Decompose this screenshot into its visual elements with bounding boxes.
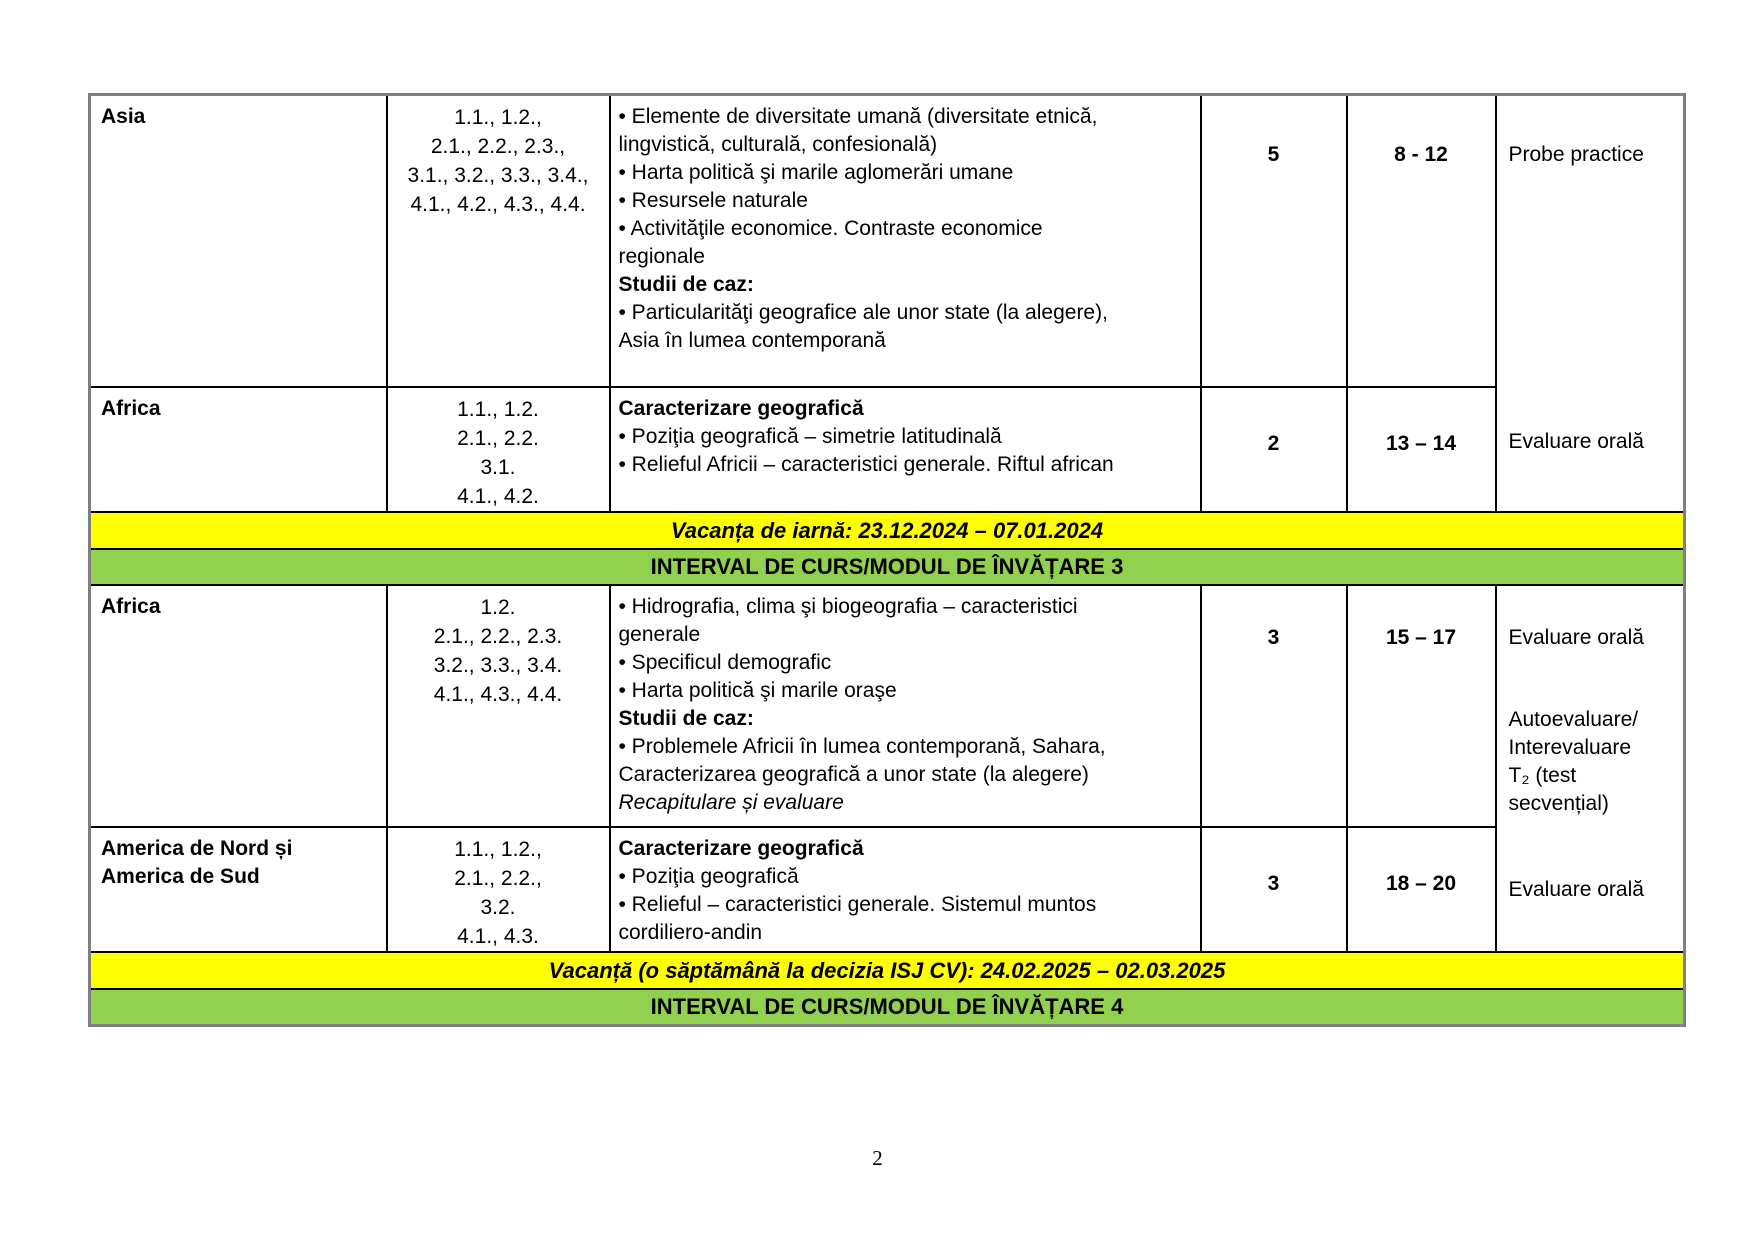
competences-cell-america	[387, 827, 610, 952]
region-name: Asia	[101, 105, 146, 128]
competence-line: 4.1., 4.3., 4.4.	[433, 682, 563, 706]
vacation-banner-2: Vacanță (o săptămână la decizia ISJ CV): 24.02.2025 – 02.03.2025	[90, 952, 1685, 989]
region-name: Africa	[101, 396, 161, 420]
page-number: 2	[872, 1146, 883, 1170]
weeks-cell-america	[1347, 827, 1496, 952]
hours-value: 5	[1267, 143, 1280, 166]
interval-banner-4: INTERVAL DE CURS/MODUL DE ÎNVĂȚARE 4	[90, 989, 1685, 1026]
evaluation-text: secvențial)	[1508, 791, 1609, 815]
vacation-banner-1: Vacanța de iarnă: 23.12.2024 – 07.01.2024	[90, 512, 1685, 549]
curriculum-planning-table	[88, 93, 1686, 1027]
competence-line: 3.2., 3.3., 3.4.	[433, 653, 563, 677]
content-line: • Poziţia geografică	[618, 864, 799, 888]
hours-cell-asia	[1201, 95, 1347, 387]
weeks-cell-africa-1	[1347, 387, 1496, 512]
evaluation-cell-merged-1	[1496, 95, 1685, 512]
content-cell-africa-2	[610, 585, 1201, 827]
interval-banner-row-3	[90, 549, 1685, 585]
hours-value: 3	[1267, 625, 1280, 649]
content-line: Asia în lumea contemporană	[618, 329, 886, 352]
content-line: Caracterizarea geografică a unor state (la alegere)	[618, 762, 1089, 786]
region-cell-asia	[90, 95, 387, 387]
content-line: Studii de caz:	[618, 273, 754, 296]
hours-value: 2	[1267, 431, 1280, 455]
content-line: • Resursele naturale	[618, 189, 808, 212]
content-cell-africa-1	[610, 387, 1201, 512]
content-line: Caracterizare geografică	[618, 396, 864, 420]
competence-line: 2.1., 2.2., 2.3.,	[430, 135, 566, 158]
region-name-line: America de Sud	[101, 864, 260, 888]
competence-line: 1.1., 1.2.	[457, 397, 539, 421]
competence-line: 2.1., 2.2.	[457, 426, 539, 450]
interval-banner-3: INTERVAL DE CURS/MODUL DE ÎNVĂȚARE 3	[90, 549, 1685, 585]
content-line: Caracterizare geografică	[618, 836, 864, 860]
evaluation-text: T₂ (test	[1508, 763, 1577, 787]
weeks-value: 13 – 14	[1385, 431, 1457, 455]
content-line: • Specificul demografic	[618, 650, 832, 674]
content-line: • Relieful Africii – caracteristici generale. Riftul african	[618, 452, 1114, 476]
region-name: Africa	[101, 594, 161, 618]
content-line: • Harta politică şi marile aglomerări umane	[618, 161, 1014, 184]
competence-line: 3.1.	[480, 455, 516, 479]
competence-line: 1.1., 1.2.,	[454, 106, 542, 129]
hours-cell-africa-2	[1201, 585, 1347, 827]
region-name-line: America de Nord și	[101, 836, 293, 860]
content-line: lingvistică, culturală, confesională)	[618, 133, 938, 156]
competence-line: 4.1., 4.3.	[457, 924, 539, 948]
region-cell-america	[90, 827, 387, 952]
weeks-value: 18 – 20	[1385, 871, 1457, 895]
region-cell-africa-1	[90, 387, 387, 512]
content-line: Studii de caz:	[618, 706, 754, 730]
weeks-cell-asia	[1347, 95, 1496, 387]
content-cell-america	[610, 827, 1201, 952]
content-line: • Particularităţi geografice ale unor state (la alegere),	[618, 301, 1108, 324]
competences-cell-asia	[387, 95, 610, 387]
content-line: • Relieful – caracteristici generale. Sistemul muntos	[618, 892, 1097, 916]
content-line: cordiliero-andin	[618, 920, 763, 944]
weeks-value: 15 – 17	[1385, 625, 1457, 649]
content-line: • Elemente de diversitate umană (diversitate etnică,	[618, 105, 1098, 128]
table-row-asia	[90, 95, 1685, 387]
evaluation-text: Evaluare orală	[1508, 877, 1644, 901]
content-line: generale	[618, 622, 701, 646]
vacation-banner-row-2	[90, 952, 1685, 989]
content-line: • Hidrografia, clima şi biogeografia – caracteristici	[618, 594, 1078, 618]
evaluation-text: Probe practice	[1508, 143, 1644, 166]
content-cell-asia	[610, 95, 1201, 387]
competence-line: 3.2.	[480, 895, 516, 919]
hours-cell-africa-1	[1201, 387, 1347, 512]
hours-value: 3	[1267, 871, 1280, 895]
competence-line: 2.1., 2.2., 2.3.	[433, 624, 563, 648]
competences-cell-africa-1	[387, 387, 610, 512]
competence-line: 4.1., 4.2., 4.3., 4.4.	[410, 193, 586, 216]
competence-line: 3.1., 3.2., 3.3., 3.4.,	[407, 164, 589, 187]
table-row-africa-1	[90, 387, 1685, 512]
competence-line: 4.1., 4.2.	[457, 484, 539, 508]
content-line: • Problemele Africii în lumea contemporană, Sahara,	[618, 734, 1106, 758]
evaluation-text: Interevaluare	[1508, 735, 1632, 759]
content-line: Recapitulare și evaluare	[618, 790, 844, 814]
competences-cell-africa-2	[387, 585, 610, 827]
region-cell-africa-2	[90, 585, 387, 827]
table-row-africa-2	[90, 585, 1685, 827]
content-line: regionale	[618, 245, 705, 268]
evaluation-text: Evaluare orală	[1508, 430, 1644, 453]
content-line: • Harta politică şi marile oraşe	[618, 678, 897, 702]
competence-line: 2.1., 2.2.,	[454, 866, 542, 890]
content-line: • Activităţile economice. Contraste economice	[618, 217, 1043, 240]
weeks-cell-africa-2	[1347, 585, 1496, 827]
weeks-value: 8 - 12	[1394, 143, 1448, 166]
hours-cell-america	[1201, 827, 1347, 952]
competence-line: 1.1., 1.2.,	[454, 837, 542, 861]
evaluation-text: Autoevaluare/	[1508, 707, 1639, 731]
table-row-america	[90, 827, 1685, 952]
vacation-banner-row-1	[90, 512, 1685, 549]
interval-banner-row-4	[90, 989, 1685, 1026]
evaluation-cell-merged-2	[1496, 585, 1685, 952]
content-line: • Poziţia geografică – simetrie latitudinală	[618, 424, 1002, 448]
evaluation-text: Evaluare orală	[1508, 625, 1644, 649]
competence-line: 1.2.	[480, 595, 516, 619]
